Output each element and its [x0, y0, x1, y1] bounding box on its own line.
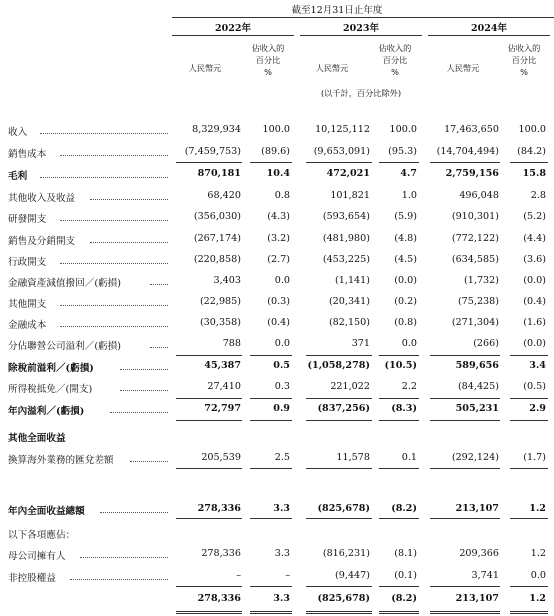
percent-cell: 0.0 — [274, 338, 290, 349]
amount-cell: 101,821 — [330, 190, 370, 201]
row-label: 母公司擁有人 — [8, 551, 66, 562]
subtotal-rule — [176, 468, 242, 469]
amount-cell: (825,678) — [317, 503, 370, 514]
amount-cell: (910,301) — [451, 211, 499, 222]
percent-cell: 2.9 — [529, 403, 546, 414]
leader-dots — [70, 579, 168, 580]
leader-dots — [90, 199, 168, 200]
amount-cell: (14,704,494) — [436, 146, 499, 157]
percent-cell: 3.3 — [273, 503, 290, 514]
row-label: 其他開支 — [8, 299, 47, 310]
period-rule — [172, 17, 554, 18]
subtotal-rule — [430, 468, 500, 469]
amount-cell: (1,141) — [335, 275, 370, 286]
row-label: 非控股權益 — [8, 573, 56, 584]
percent-cell: (3.2) — [267, 233, 290, 244]
amount-cell: (593,654) — [322, 211, 370, 222]
amount-cell: 278,336 — [197, 503, 241, 514]
pct-unit-label: 佔收入的 百分比 % — [507, 43, 541, 77]
subtotal-rule — [430, 398, 500, 399]
amount-cell: (1,732) — [464, 275, 499, 286]
subtotal-rule — [306, 611, 372, 612]
row-label: 銷售及分銷開支 — [8, 236, 76, 247]
row-label: 行政開支 — [8, 257, 47, 268]
year-header: 2024年 — [471, 23, 507, 34]
percent-cell: 0.3 — [274, 381, 290, 392]
amount-cell: 788 — [222, 338, 241, 349]
row-label: 收入 — [8, 127, 28, 138]
subtotal-rule — [250, 398, 292, 399]
rmb-unit-label: 人民幣元 — [188, 63, 222, 73]
percent-cell: 0.0 — [401, 338, 417, 349]
amount-cell: 221,022 — [330, 381, 370, 392]
subtotal-rule — [510, 355, 548, 356]
subtotal-rule — [379, 420, 419, 421]
amount-cell: (84,425) — [457, 381, 499, 392]
subtotal-rule — [510, 420, 548, 421]
percent-cell: (5.2) — [523, 211, 546, 222]
percent-cell: 4.7 — [400, 168, 417, 179]
amount-cell: 371 — [351, 338, 370, 349]
amount-cell: 505,231 — [455, 403, 499, 414]
leader-dots — [80, 557, 168, 558]
percent-cell: 15.8 — [522, 168, 546, 179]
percent-cell: 100.0 — [389, 124, 417, 135]
amount-cell: (9,653,091) — [313, 146, 370, 157]
period-header: 截至12月31日止年度 — [291, 5, 383, 16]
amount-cell: 17,463,650 — [444, 124, 499, 135]
row-label: 毛利 — [8, 171, 28, 182]
subtotal-rule — [306, 420, 372, 421]
rmb-unit-label: 人民幣元 — [446, 63, 480, 73]
pct-unit-label: 佔收入的 百分比 % — [251, 43, 285, 77]
percent-cell: 0.0 — [274, 275, 290, 286]
row-label: 所得稅抵免／(開支) — [8, 384, 93, 395]
subtotal-rule — [306, 518, 372, 519]
percent-cell: (8.2) — [391, 593, 417, 604]
subtotal-rule — [176, 611, 242, 612]
subtotal-rule — [176, 355, 242, 356]
subtotal-rule — [379, 468, 419, 469]
percent-cell: 1.2 — [529, 503, 546, 514]
percent-cell: (3.6) — [523, 254, 546, 265]
subtotal-rule — [306, 586, 372, 587]
amount-cell: 2,759,156 — [445, 168, 499, 179]
row-label: 年內全面收益總額 — [8, 506, 85, 517]
percent-cell: (0.4) — [267, 317, 290, 328]
percent-cell: 1.2 — [530, 548, 546, 559]
amount-cell: 205,539 — [201, 452, 241, 463]
amount-cell: (356,030) — [193, 211, 241, 222]
pct-unit-label: 佔收入的 百分比 % — [378, 43, 412, 77]
leader-dots — [60, 263, 168, 264]
subtotal-rule — [379, 611, 419, 612]
subtotal-rule — [176, 398, 242, 399]
percent-cell: (84.2) — [517, 146, 546, 157]
subtotal-rule — [510, 468, 548, 469]
subtotal-rule — [176, 518, 242, 519]
double-rule — [176, 613, 242, 614]
subtotal-rule — [306, 162, 372, 163]
amount-cell: (1,058,278) — [307, 360, 370, 371]
amount-cell: 45,387 — [204, 360, 241, 371]
amount-cell: (30,358) — [199, 317, 241, 328]
amount-cell: (453,225) — [322, 254, 370, 265]
amount-cell: (9,447) — [335, 570, 370, 581]
subtotal-rule — [176, 420, 242, 421]
leader-dots — [90, 242, 168, 243]
double-rule — [379, 613, 419, 614]
year-header: 2023年 — [343, 23, 379, 34]
percent-cell: (4.5) — [394, 254, 417, 265]
subtotal-rule — [510, 162, 548, 163]
year-rule — [172, 35, 294, 36]
percent-cell: (0.2) — [394, 296, 417, 307]
amount-cell: (267,174) — [193, 233, 241, 244]
double-rule — [430, 613, 500, 614]
percent-cell: 0.0 — [530, 570, 546, 581]
subtotal-rule — [250, 420, 292, 421]
row-label: 除稅前溢利／(虧損) — [8, 363, 94, 374]
leader-dots — [40, 177, 168, 178]
row-label: 年內溢利／(虧損) — [8, 406, 85, 417]
row-label: 金融成本 — [8, 320, 47, 331]
amount-cell: 496,048 — [459, 190, 499, 201]
percent-cell: (0.0) — [523, 275, 546, 286]
subtotal-rule — [250, 468, 292, 469]
percent-cell: 3.4 — [529, 360, 546, 371]
percent-cell: (4.3) — [267, 211, 290, 222]
subtotal-rule — [379, 162, 419, 163]
amount-cell: 278,336 — [197, 593, 241, 604]
amount-cell: (292,124) — [451, 452, 499, 463]
row-label: 銷售成本 — [8, 149, 47, 160]
subtotal-rule — [430, 420, 500, 421]
percent-cell: (0.5) — [523, 381, 546, 392]
percent-cell: (4.8) — [394, 233, 417, 244]
percent-cell: (4.4) — [523, 233, 546, 244]
subtotal-rule — [430, 611, 500, 612]
amount-cell: (481,980) — [322, 233, 370, 244]
amount-cell: – — [236, 570, 241, 581]
percent-cell: (0.8) — [394, 317, 417, 328]
percent-cell: (0.1) — [394, 570, 417, 581]
double-rule — [306, 613, 372, 614]
row-label: 換算海外業務的匯兌差額 — [8, 455, 114, 466]
percent-cell: 10.4 — [266, 168, 290, 179]
percent-cell: 0.1 — [401, 452, 417, 463]
percent-cell: (0.4) — [523, 296, 546, 307]
subtotal-rule — [379, 398, 419, 399]
percent-cell: (5.9) — [394, 211, 417, 222]
amount-cell: 209,366 — [459, 548, 499, 559]
subtotal-rule — [430, 518, 500, 519]
subtotal-rule — [250, 162, 292, 163]
leader-dots — [60, 326, 168, 327]
percent-cell: (8.3) — [391, 403, 417, 414]
amount-cell: 8,329,934 — [192, 124, 241, 135]
amount-cell: (266) — [473, 338, 499, 349]
amount-cell: (816,231) — [322, 548, 370, 559]
leader-dots — [40, 133, 168, 134]
amount-cell: 870,181 — [197, 168, 241, 179]
subtotal-rule — [306, 398, 372, 399]
row-label: 以下各項應佔： — [8, 530, 76, 541]
subtotal-rule — [176, 162, 242, 163]
amount-cell: 68,420 — [207, 190, 241, 201]
percent-cell: (0.0) — [394, 275, 417, 286]
amount-cell: 72,797 — [204, 403, 241, 414]
double-rule — [250, 613, 292, 614]
percent-cell: (0.0) — [523, 338, 546, 349]
amount-cell: (7,459,753) — [184, 146, 241, 157]
amount-cell: 213,107 — [455, 503, 499, 514]
amount-cell: (837,256) — [317, 403, 370, 414]
percent-cell: – — [285, 570, 290, 581]
row-label: 研發開支 — [8, 214, 47, 225]
subtotal-rule — [379, 355, 419, 356]
subtotal-rule — [430, 162, 500, 163]
amount-cell: (220,858) — [193, 254, 241, 265]
percent-cell: (8.1) — [394, 548, 417, 559]
percent-cell: (10.5) — [384, 360, 417, 371]
amount-cell: 213,107 — [455, 593, 499, 604]
row-label: 金融資產減值撥回／(虧損) — [8, 278, 122, 289]
percent-cell: (0.3) — [267, 296, 290, 307]
percent-cell: 1.2 — [529, 593, 546, 604]
subtotal-rule — [250, 611, 292, 612]
percent-cell: (8.2) — [391, 503, 417, 514]
percent-cell: (2.7) — [267, 254, 290, 265]
percent-cell: 1.0 — [401, 190, 417, 201]
leader-dots — [100, 512, 168, 513]
row-label: 其他全面收益 — [8, 433, 66, 444]
rmb-unit-label: 人民幣元 — [315, 63, 349, 73]
leader-dots — [60, 155, 168, 156]
percent-cell: 2.2 — [401, 381, 417, 392]
double-rule — [510, 613, 548, 614]
amount-cell: (20,341) — [328, 296, 370, 307]
leader-dots — [60, 305, 168, 306]
percent-cell: 100.0 — [262, 124, 290, 135]
amount-cell: (634,585) — [451, 254, 499, 265]
subtotal-rule — [379, 586, 419, 587]
subtotal-rule — [510, 611, 548, 612]
percent-cell: 3.3 — [273, 593, 290, 604]
amount-cell: 472,021 — [326, 168, 370, 179]
percent-cell: (1.7) — [523, 452, 546, 463]
amount-cell: (82,150) — [328, 317, 370, 328]
percent-cell: 2.5 — [274, 452, 290, 463]
amount-cell: 10,125,112 — [315, 124, 370, 135]
percent-cell: 0.9 — [273, 403, 290, 414]
amount-cell: 27,410 — [207, 381, 241, 392]
percent-cell: (95.3) — [388, 146, 417, 157]
subtotal-rule — [250, 586, 292, 587]
amount-cell: 3,403 — [213, 275, 241, 286]
leader-dots — [60, 220, 168, 221]
percent-cell: 3.3 — [274, 548, 290, 559]
amount-cell: 278,336 — [201, 548, 241, 559]
subtotal-rule — [250, 518, 292, 519]
amount-cell: (825,678) — [317, 593, 370, 604]
year-header: 2022年 — [215, 23, 251, 34]
percent-cell: 100.0 — [518, 124, 546, 135]
percent-cell: 2.8 — [530, 190, 546, 201]
subtotal-rule — [430, 355, 500, 356]
row-label: 其他收入及收益 — [8, 193, 76, 204]
percent-cell: 0.8 — [274, 190, 290, 201]
leader-dots — [110, 412, 168, 413]
subtotal-rule — [306, 468, 372, 469]
unit-note: (以千計，百分比除外) — [320, 88, 402, 98]
row-label: 分佔聯營公司溢利／(虧損) — [8, 341, 122, 352]
amount-cell: 11,578 — [336, 452, 370, 463]
amount-cell: (22,985) — [199, 296, 241, 307]
subtotal-rule — [379, 518, 419, 519]
year-rule — [428, 35, 550, 36]
subtotal-rule — [176, 586, 242, 587]
subtotal-rule — [250, 355, 292, 356]
percent-cell: (89.6) — [261, 146, 290, 157]
amount-cell: (75,238) — [457, 296, 499, 307]
subtotal-rule — [510, 518, 548, 519]
percent-cell: (1.6) — [523, 317, 546, 328]
subtotal-rule — [306, 355, 372, 356]
amount-cell: (271,304) — [451, 317, 499, 328]
percent-cell: 0.5 — [273, 360, 290, 371]
amount-cell: (772,122) — [451, 233, 499, 244]
subtotal-rule — [430, 586, 500, 587]
amount-cell: 589,656 — [455, 360, 499, 371]
subtotal-rule — [510, 398, 548, 399]
amount-cell: 3,741 — [471, 570, 499, 581]
subtotal-rule — [510, 586, 548, 587]
year-rule — [300, 35, 422, 36]
